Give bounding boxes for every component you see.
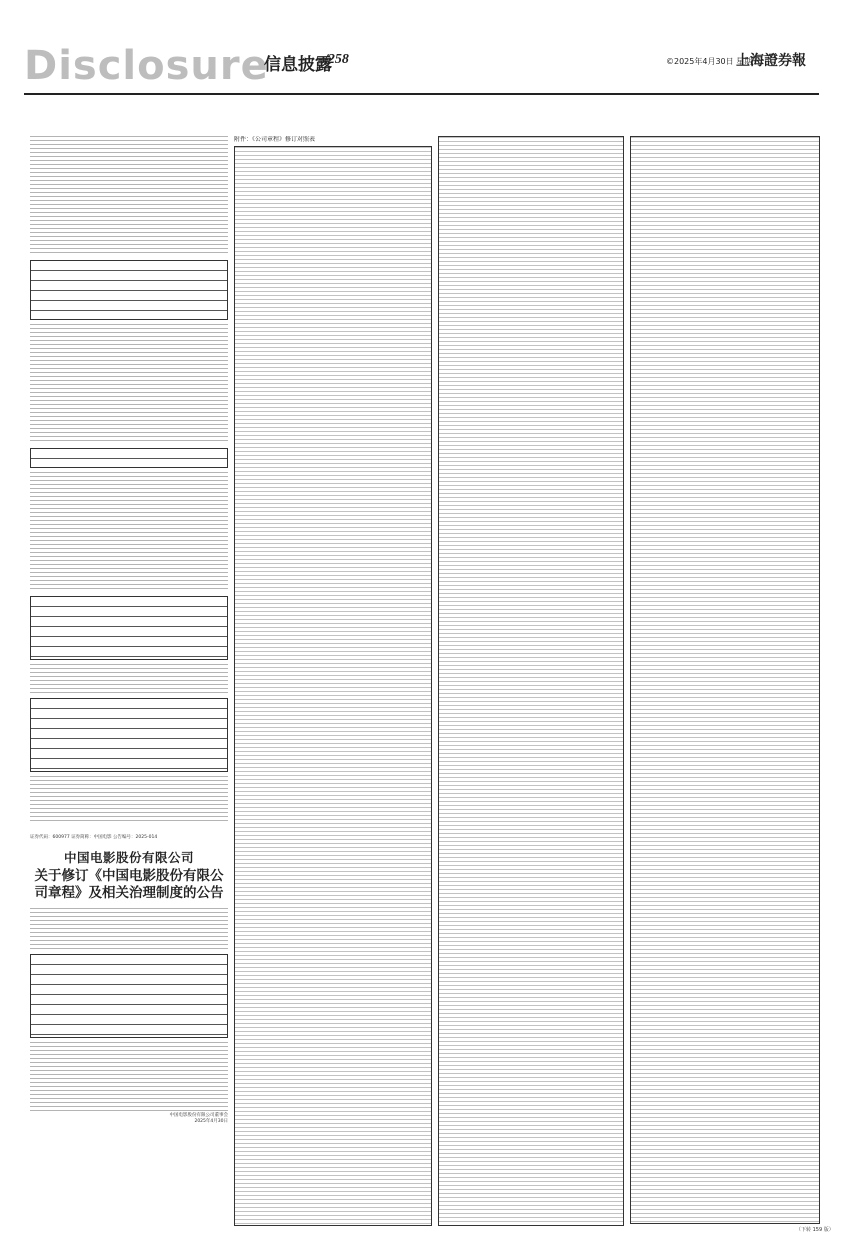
- amendment-table: [438, 136, 624, 1226]
- column-4: [630, 136, 820, 1230]
- section-title: 信息披露: [264, 55, 332, 75]
- announcement-title: 关于修订《中国电影股份有限公司章程》及相关治理制度的公告: [34, 868, 224, 901]
- issue-date: ©2025年4月30日 星期三: [666, 57, 761, 66]
- text-block: [30, 664, 228, 694]
- text-block: [30, 776, 228, 824]
- announcement: [30, 848, 228, 1124]
- table-block: [30, 260, 228, 320]
- table-block: [30, 698, 228, 772]
- text-block: [30, 472, 228, 592]
- newspaper-name: 上海證券報: [736, 53, 806, 69]
- announcement-company: 中国电影股份有限公司: [63, 850, 194, 865]
- announcement-body: [30, 908, 228, 950]
- announcement-sign-date: 2025年4月30日: [194, 1119, 228, 1124]
- column-heading: 附件：《公司章程》修订对照表: [234, 136, 316, 143]
- column-3: [438, 136, 624, 1230]
- amendment-table: [234, 146, 432, 1226]
- text-block: [30, 324, 228, 444]
- announcement-code-line: 证券代码：600977 证券简称：中国电影 公告编号：2025-014: [30, 835, 158, 840]
- announcement-body-2: [30, 1042, 228, 1112]
- amendment-table: [630, 136, 820, 1224]
- table-block: [30, 596, 228, 660]
- announcement-signatory: 中国电影股份有限公司董事会: [169, 1113, 228, 1118]
- announcement-table: [30, 954, 228, 1038]
- column-2: [234, 136, 432, 1230]
- text-block: [30, 136, 228, 256]
- masthead: [24, 44, 819, 88]
- section-brand: Disclosure: [24, 43, 269, 89]
- page-number-label: /258: [324, 52, 349, 67]
- table-block: [30, 448, 228, 468]
- masthead-rule: [24, 93, 819, 95]
- continuation-note: （下转 159 版）: [796, 1227, 834, 1233]
